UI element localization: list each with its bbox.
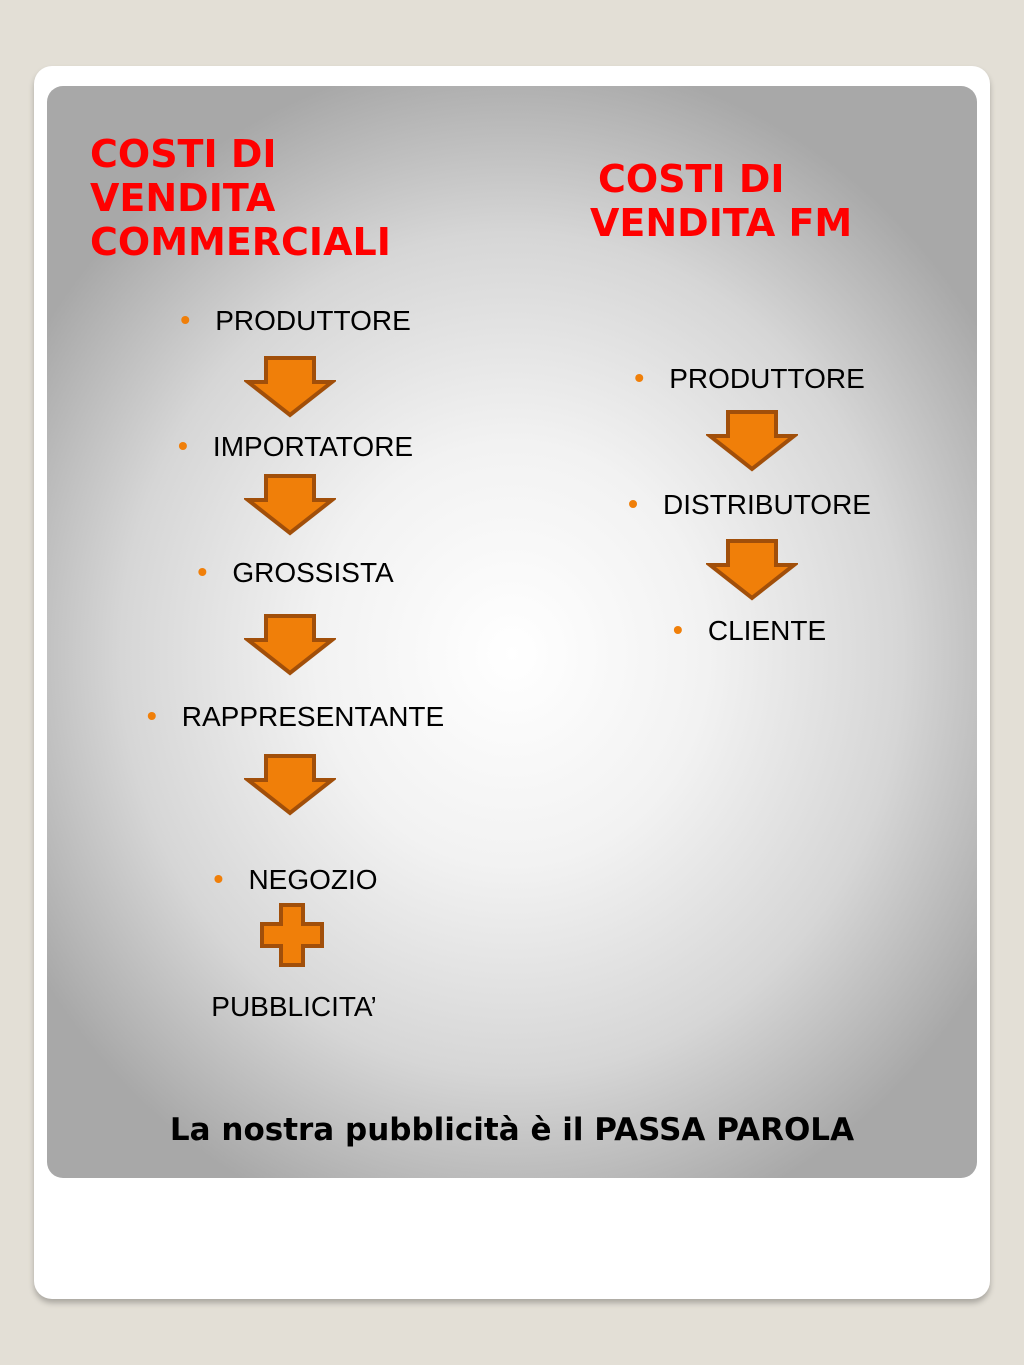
down-arrow-icon (244, 754, 336, 816)
item-label: PRODUTTORE (669, 363, 865, 394)
left-heading-line: COSTI DI (90, 132, 277, 176)
down-arrow-icon (706, 539, 798, 601)
left-item-rappresentante (148, 700, 444, 734)
bullet-icon (198, 568, 206, 576)
bullet-icon (148, 712, 156, 720)
item-label: IMPORTATORE (212, 431, 414, 462)
item-label: PRODUTTORE (215, 305, 411, 336)
bullet-icon (674, 626, 682, 634)
plus-icon (259, 903, 325, 967)
down-arrow-icon (706, 410, 798, 472)
left-item-importatore (179, 430, 413, 464)
left-item-negozio (214, 863, 377, 897)
item-label: PUBBLICITA’ (211, 991, 377, 1022)
item-label: RAPPRESENTANTE (181, 701, 445, 732)
right-heading (590, 157, 852, 245)
left-heading-line: COMMERCIALI (90, 220, 391, 264)
bullet-icon (181, 316, 189, 324)
right-item-cliente (674, 614, 826, 648)
right-item-distributore (629, 488, 871, 522)
item-label: NEGOZIO (248, 864, 378, 895)
item-label: GROSSISTA (232, 557, 394, 588)
right-heading-line: COSTI DI (598, 157, 785, 201)
left-item-pubblicita (211, 990, 376, 1024)
left-heading-line: VENDITA (90, 176, 276, 220)
down-arrow-icon (244, 474, 336, 536)
right-item-produttore (635, 362, 865, 396)
bullet-icon (635, 374, 643, 382)
left-item-produttore (181, 304, 411, 338)
bullet-icon (214, 875, 222, 883)
item-label: DISTRIBUTORE (663, 489, 871, 520)
item-label: CLIENTE (707, 615, 827, 646)
left-item-grossista (198, 556, 393, 590)
down-arrow-icon (244, 356, 336, 418)
right-heading-line: VENDITA FM (590, 201, 853, 245)
bullet-icon (179, 442, 187, 450)
bullet-icon (629, 500, 637, 508)
footer-text: La nostra pubblicità è il PASSA PAROLA (169, 1112, 855, 1148)
down-arrow-icon (244, 614, 336, 676)
left-heading (90, 132, 391, 264)
